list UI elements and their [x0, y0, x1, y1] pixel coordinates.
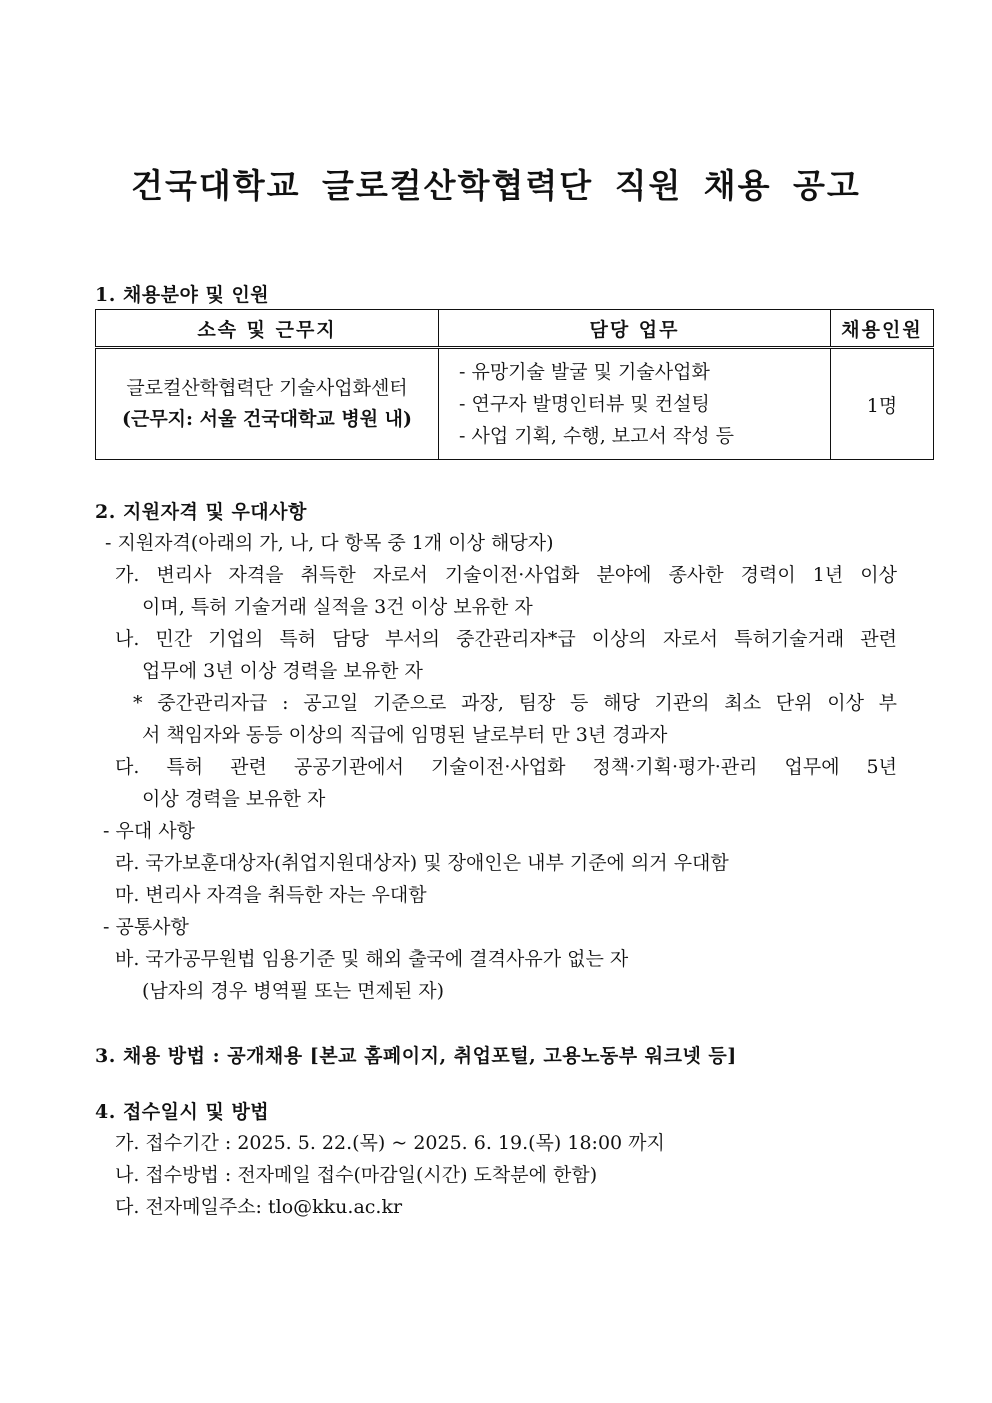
- table-row: [96, 348, 934, 460]
- recruit-table: [95, 309, 934, 460]
- org-location: (근무지: 서울 건국대학교 병원 내): [121, 408, 413, 430]
- org-cell: [96, 348, 439, 460]
- section-heading-2: 2. 지원자격 및 우대사항: [95, 501, 307, 523]
- table-header-count: 채용인원: [831, 310, 934, 348]
- list-item: 다. 특허 관련 공공기관에서 기술이전·사업화 정책·기획·평가·관리 업무에 5년: [115, 756, 897, 778]
- duty-cell: [439, 348, 831, 460]
- list-item: 가. 접수기간 : 2025. 5. 22.(목) ~ 2025. 6. 19.(목) 18:00 까지: [115, 1132, 665, 1154]
- table-header-org: 소속 및 근무지: [96, 310, 439, 348]
- list-item: 바. 국가공무원법 임용기준 및 해외 출국에 결격사유가 없는 자: [115, 948, 629, 970]
- list-item: 가. 변리사 자격을 취득한 자로서 기술이전·사업화 분야에 종사한 경력이 1년 이상: [115, 564, 897, 586]
- list-item: * 중간관리자급 : 공고일 기준으로 과장, 팀장 등 해당 기관의 최소 단위 이상 부: [133, 692, 897, 714]
- section-heading-1: 1. 채용분야 및 인원: [95, 284, 270, 306]
- list-item: 업무에 3년 이상 경력을 보유한 자: [142, 660, 423, 682]
- duty-item: - 유망기술 발굴 및 기술사업화: [459, 361, 710, 383]
- table-header-duty: 담당 업무: [439, 310, 831, 348]
- org-name: 글로컬산학협력단 기술사업화센터: [126, 377, 408, 399]
- list-item: 서 책임자와 동등 이상의 직급에 임명된 날로부터 만 3년 경과자: [142, 724, 668, 746]
- section-heading-4: 4. 접수일시 및 방법: [95, 1101, 270, 1123]
- list-item: 다. 전자메일주소: tlo@kku.ac.kr: [115, 1196, 403, 1218]
- list-item: - 우대 사항: [103, 820, 195, 842]
- list-item: 이상 경력을 보유한 자: [142, 788, 326, 810]
- table-header-row: [96, 310, 934, 348]
- duty-item: - 사업 기획, 수행, 보고서 작성 등: [459, 425, 734, 447]
- list-item: - 공통사항: [103, 916, 189, 938]
- list-item: 마. 변리사 자격을 취득한 자는 우대함: [115, 884, 427, 906]
- section-heading-3: 3. 채용 방법 : 공개채용 [본교 홈페이지, 취업포털, 고용노동부 워크넷 등]: [95, 1045, 737, 1067]
- list-item: (남자의 경우 병역필 또는 면제된 자): [142, 980, 444, 1002]
- count-cell: 1명: [831, 348, 934, 460]
- list-item: 나. 민간 기업의 특허 담당 부서의 중간관리자*급 이상의 자로서 특허기술거래 관련: [115, 628, 897, 650]
- list-item: 나. 접수방법 : 전자메일 접수(마감일(시간) 도착분에 한함): [115, 1164, 598, 1186]
- list-item: 라. 국가보훈대상자(취업지원대상자) 및 장애인은 내부 기준에 의거 우대함: [115, 852, 729, 874]
- list-item: - 지원자격(아래의 가, 나, 다 항목 중 1개 이상 해당자): [105, 532, 554, 554]
- list-item: 이며, 특허 기술거래 실적을 3건 이상 보유한 자: [142, 596, 533, 618]
- duty-item: - 연구자 발명인터뷰 및 컨설팅: [459, 393, 710, 415]
- page-title: 건국대학교 글로컬산학협력단 직원 채용 공고: [131, 166, 861, 205]
